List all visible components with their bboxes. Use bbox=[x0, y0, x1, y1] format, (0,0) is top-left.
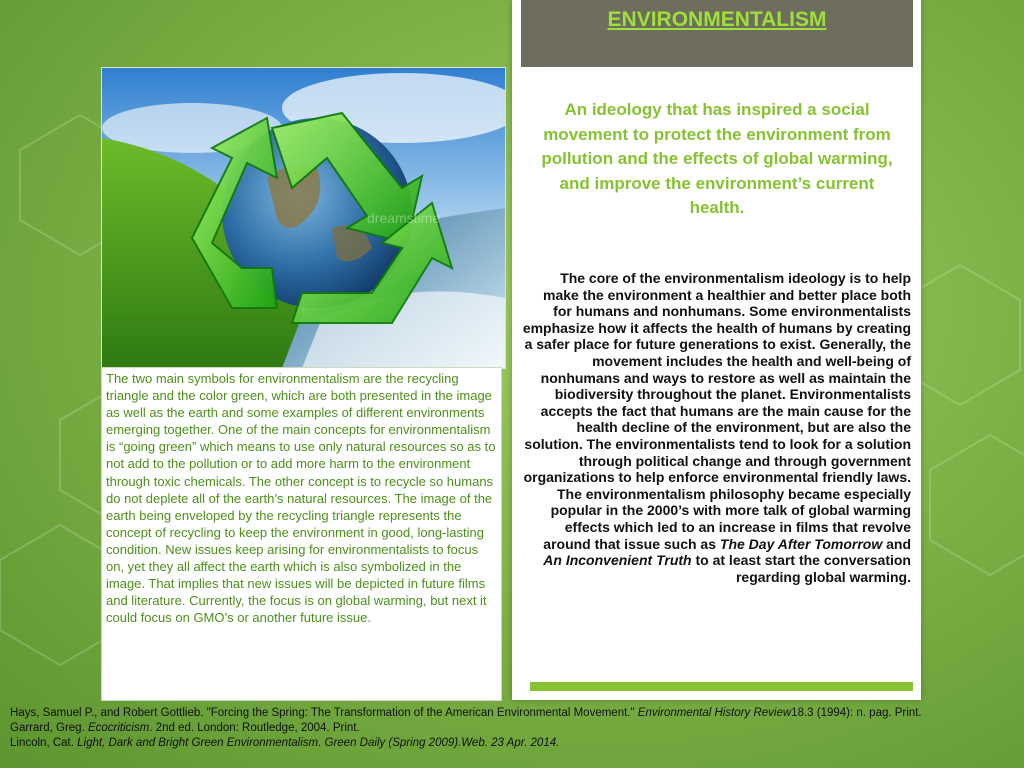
body-text bbox=[521, 270, 911, 585]
citation-3-text: Lincoln, Cat. bbox=[10, 737, 78, 749]
citation-2 bbox=[10, 721, 1018, 736]
film-title-inconvenient-truth: An Inconvenient Truth bbox=[543, 552, 692, 569]
citations bbox=[10, 706, 1018, 751]
earth-recycling-image bbox=[101, 67, 506, 369]
citation-1-text: Hays, Samuel P., and Robert Gottlieb. "Forcing the Spring: The Transformation of the American Environmental Movement." bbox=[10, 707, 638, 719]
accent-strip bbox=[530, 682, 913, 691]
slide-title: ENVIRONMENTALISM bbox=[607, 8, 827, 31]
citation-3 bbox=[10, 736, 1018, 751]
body-text-and: and bbox=[882, 535, 911, 552]
citation-1-end: 18.3 (1994): n. pag. Print. bbox=[791, 707, 922, 719]
citation-2-end: . 2nd ed. London: Routledge, 2004. Print. bbox=[149, 722, 360, 734]
image-caption: The two main symbols for environmentalism are the recycling triangle and the color green, which are both presented in the image as well as the earth and some examples of different environments emerging together. One of the main concepts for environmentalism is “going green” which means to use only natural resources so as to not add to the pollution or to add more harm to the environment through toxic chemicals. The other concept is to recycle so humans do not deplete all of the earth’s natural resources. The image of the earth being enveloped by the recycling triangle represents the concept of recycling to keep the environment in good, long-lasting condition. New issues keep arising for environmentalists to focus on, yet they all affect the earth which is also symbolized in the image. That implies that new issues will be depicted in future films and literature. Currently, the focus is on global warming, but next it could focus on GMO’s or another future issue. bbox=[106, 371, 496, 626]
citation-1-journal: Environmental History Review bbox=[637, 707, 792, 719]
citation-2-book: Ecocriticism bbox=[87, 722, 150, 734]
citation-2-text: Garrard, Greg. bbox=[10, 722, 88, 734]
citation-3-article: Light, Dark and Bright Green Environmentalism bbox=[77, 737, 319, 749]
citation-1 bbox=[10, 706, 1018, 721]
body-text-part1: The core of the environmentalism ideology is to help make the environment a healthier and better place both for humans and nonhumans. Some environmentalists emphasize how it affects the health of humans by creating a safer place for future generations to exist. Generally, the movement includes the health and well-being of nonhumans and ways to restore as well as maintain the biodiversity throughout the planet. Environmentalists accepts the fact that humans are the main cause for the health decline of the environment, but are also the solution. The environmentalists tend to look for a solution through political change and through government organizations to help enforce environmental friendly laws. The environmentalism philosophy became especially popular in the 2000’s with more talk of global warming effects which led to an increase in films that revolve around that issue such as bbox=[522, 270, 911, 552]
body-text-part2: to at least start the conversation regarding global warming. bbox=[691, 552, 911, 585]
slide-subtitle: An ideology that has inspired a social movement to protect the environment from pollution and the effects of global warming, and improve the environment’s current health. bbox=[541, 100, 893, 217]
recycling-earth-illustration bbox=[102, 68, 505, 368]
image-watermark: dreamstime bbox=[367, 210, 441, 226]
citation-3-end: . Green Daily (Spring 2009).Web. 23 Apr. 2014. bbox=[318, 737, 560, 749]
film-title-day-after-tomorrow: The Day After Tomorrow bbox=[719, 535, 883, 552]
